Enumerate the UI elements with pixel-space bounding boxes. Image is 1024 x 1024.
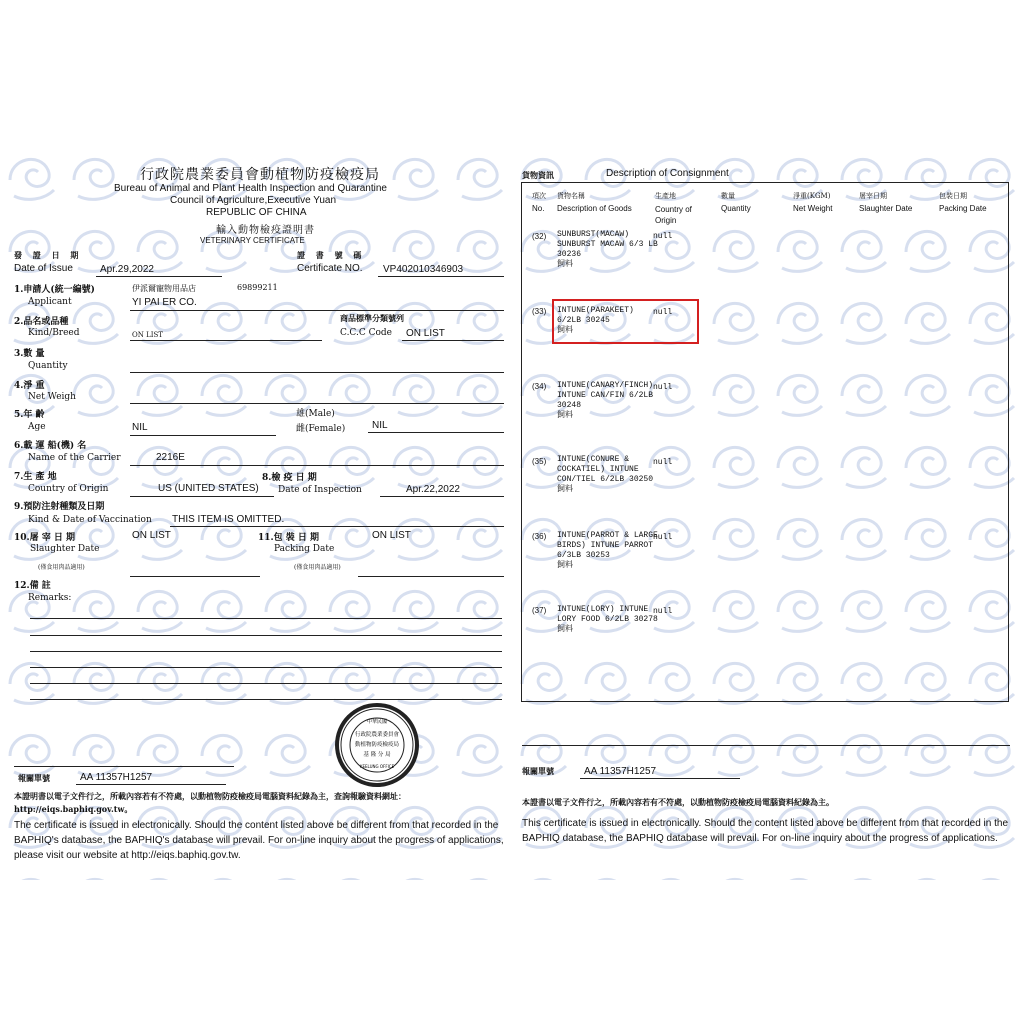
seal-line-1: 中華民國 (366, 719, 388, 725)
remarks-label: Remarks: (28, 593, 72, 603)
applicant-value: YI PAI ER CO. (132, 297, 197, 308)
col-no-en: No. (532, 204, 545, 213)
row-goods: INTUNE(PARAKEET) 6/2LB 30245 飼料 (557, 306, 634, 335)
row-origin: null (653, 533, 673, 542)
net-weight-label: Net Weigh (28, 392, 76, 402)
inspection-label-zh: 8.檢 疫 日 期 (262, 473, 317, 483)
consignment-title-zh: 貨物資訊 (522, 170, 554, 180)
col-netweight-zh: 淨重(KGM) (793, 192, 831, 200)
row-goods: INTUNE(CONURE & COCKATIEL) INTUNE CON/TIEL 6/2LB 30250 飼料 (557, 455, 654, 494)
female-label: 雌(Female) (296, 424, 346, 434)
row-origin: null (653, 607, 673, 616)
row-no: (36) (532, 532, 547, 541)
col-slaughter-en: Slaughter Date (859, 204, 913, 213)
certificate-no-label-zh: 證 書 號 碼 (297, 250, 366, 260)
notice-en-right: This certificate is issued in electronically. Should the content listed above be different from that recorded in the BAPHIQ database, the BAPHIQ database will prevail. For on-line inquiry about the progress of applications. (522, 818, 1009, 844)
carrier-label-zh: 6.載 運 船(機) 名 (14, 441, 87, 451)
ccc-value: ON LIST (406, 328, 445, 339)
country-name: REPUBLIC OF CHINA (206, 207, 307, 218)
packing-note: (僅食用肉品適用) (294, 564, 341, 571)
slaughter-label-zh: 10.屠 宰 日 期 (14, 533, 76, 543)
packing-label-zh: 11.包 裝 日 期 (258, 533, 320, 543)
age-label-zh: 5.年 齡 (14, 410, 45, 420)
col-packing-en: Packing Date (939, 204, 987, 213)
consignment-table (521, 182, 1009, 702)
ccc-label: C.C.C Code (340, 328, 392, 338)
seal-ring-text: KEELUNG OFFICE (359, 764, 395, 769)
highlight-box (552, 299, 699, 344)
packing-label: Packing Date (274, 544, 335, 554)
applicant-id: 69899211 (237, 283, 278, 292)
ccc-label-zh: 商品標準分類號列 (340, 313, 404, 323)
row-no: (32) (532, 232, 547, 241)
col-packing-zh: 包裝日期 (939, 192, 967, 200)
vaccination-label-zh: 9.預防注射種類及日期 (14, 502, 105, 512)
bureau-title-zh: 行政院農業委員會動植物防疫檢疫局 (140, 167, 380, 183)
seal-line-3: 動植物防疫檢疫局 (354, 742, 400, 748)
carrier-label: Name of the Carrier (28, 453, 121, 463)
report-label-right: 報關單號 (522, 766, 554, 776)
row-no: (35) (532, 457, 547, 466)
consignment-title-en: Description of Consignment (606, 168, 729, 179)
col-origin-zh: 生產地 (655, 192, 676, 200)
official-seal (334, 702, 420, 788)
row-goods: SUNBURST(MACAW) SUNBURST MACAW 6/3 LB 30236 飼料 (557, 230, 658, 269)
council-name: Council of Agriculture,Executive Yuan (170, 195, 337, 206)
inspection-value: Apr.22,2022 (406, 484, 460, 495)
certificate-no-label: Certificate NO. (297, 263, 363, 274)
date-of-issue-value: Apr.29,2022 (100, 264, 154, 275)
row-goods: INTUNE(PARROT & LARGE BIRDS) INTUNE PARROT 6/3LB 30253 飼料 (557, 531, 658, 570)
report-value-left: AA 11357H1257 (80, 772, 153, 783)
carrier-value: 2216E (156, 452, 185, 463)
col-quantity-zh: 數量 (721, 192, 735, 200)
row-origin: null (653, 232, 673, 241)
row-no: (33) (532, 307, 547, 316)
slaughter-label: Slaughter Date (30, 544, 100, 554)
quantity-label: Quantity (28, 361, 68, 371)
applicant-label: Applicant (28, 297, 72, 307)
origin-label-zh: 7.生 產 地 (14, 472, 57, 482)
notice-zh-right: 本證書以電子文件行之，所載內容若有不符處，以動植物防疫檢疫局電腦資料紀錄為主。 (522, 797, 834, 807)
col-origin-en: Country of Origin (655, 205, 692, 225)
certificate-title-en: VETERINARY CERTIFICATE (200, 236, 305, 245)
row-no: (34) (532, 382, 547, 391)
vaccination-value: THIS ITEM IS OMITTED. (172, 514, 285, 525)
remarks-label-zh: 12.備 註 (14, 581, 51, 591)
date-of-issue-label-zh: 發 證 日 期 (14, 250, 83, 260)
male-label: 雄(Male) (296, 409, 335, 419)
row-origin: null (653, 458, 673, 467)
seal-line-4: 基 隆 分 局 (363, 752, 391, 758)
net-weight-label-zh: 4.淨 重 (14, 381, 45, 391)
applicant-label-zh: 1.申請人(統一編號) (14, 285, 95, 295)
col-goods-en: Description of Goods (557, 204, 632, 213)
female-value: NIL (372, 420, 388, 431)
report-value-right: AA 11357H1257 (584, 766, 657, 777)
kind-value: ON LIST (132, 331, 163, 339)
notice-en-left: The certificate is issued in electronically. Should the content listed above be different from that recorded in the BAPHIQ's database, the BAPHIQ's database will prevail. For on-line inquiry about the progress of applications, please visit our website at http://eiqs.baphiq.gov.tw. (14, 820, 504, 861)
age-value: NIL (132, 422, 148, 433)
date-of-issue-label: Date of Issue (14, 263, 73, 274)
slaughter-value: ON LIST (132, 530, 171, 541)
row-origin: null (653, 308, 673, 317)
notice-zh-left: 本證明書以電子文件行之，所載內容若有不符處，以動植物防疫檢疫局電腦資料紀錄為主，查詢報驗資料網址：http://eiqs.baphiq.gov.tw。 (14, 791, 406, 814)
kind-label: Kind/Breed (28, 328, 80, 338)
row-origin: null (653, 383, 673, 392)
report-label-left: 報關單號 (18, 773, 50, 783)
col-slaughter-zh: 屠宰日期 (859, 192, 887, 200)
quantity-label-zh: 3.數 量 (14, 349, 45, 359)
age-label: Age (28, 422, 46, 432)
packing-value: ON LIST (372, 530, 411, 541)
inspection-label: Date of Inspection (278, 485, 362, 495)
row-no: (37) (532, 606, 547, 615)
vaccination-label: Kind & Date of Vaccination (28, 515, 152, 525)
col-goods-zh: 貨物名稱 (557, 192, 585, 200)
slaughter-note: (僅食用肉品適用) (38, 564, 85, 571)
col-no-zh: 項次 (532, 192, 546, 200)
applicant-name-zh: 伊派爾寵物用品店 (132, 284, 196, 293)
kind-label-zh: 2.品名或品種 (14, 317, 69, 327)
origin-label: Country of Origin (28, 484, 109, 494)
bureau-title-en: Bureau of Animal and Plant Health Inspection and Quarantine (114, 183, 387, 194)
row-goods: INTUNE(CANARY/FINCH) INTUNE CAN/FIN 6/2LB 30248 飼料 (557, 381, 654, 420)
col-netweight-en: Net Weight (793, 204, 833, 213)
certificate-title-zh: 輸入動物檢疫證明書 (216, 225, 315, 236)
seal-line-2: 行政院農業委員會 (354, 732, 400, 738)
origin-value: US (UNITED STATES) (158, 483, 259, 494)
certificate-no-value: VP402010346903 (383, 264, 464, 275)
col-quantity-en: Quantity (721, 204, 751, 213)
row-goods: INTUNE(LORY) INTUNE LORY FOOD 6/2LB 30278 飼料 (557, 605, 658, 634)
